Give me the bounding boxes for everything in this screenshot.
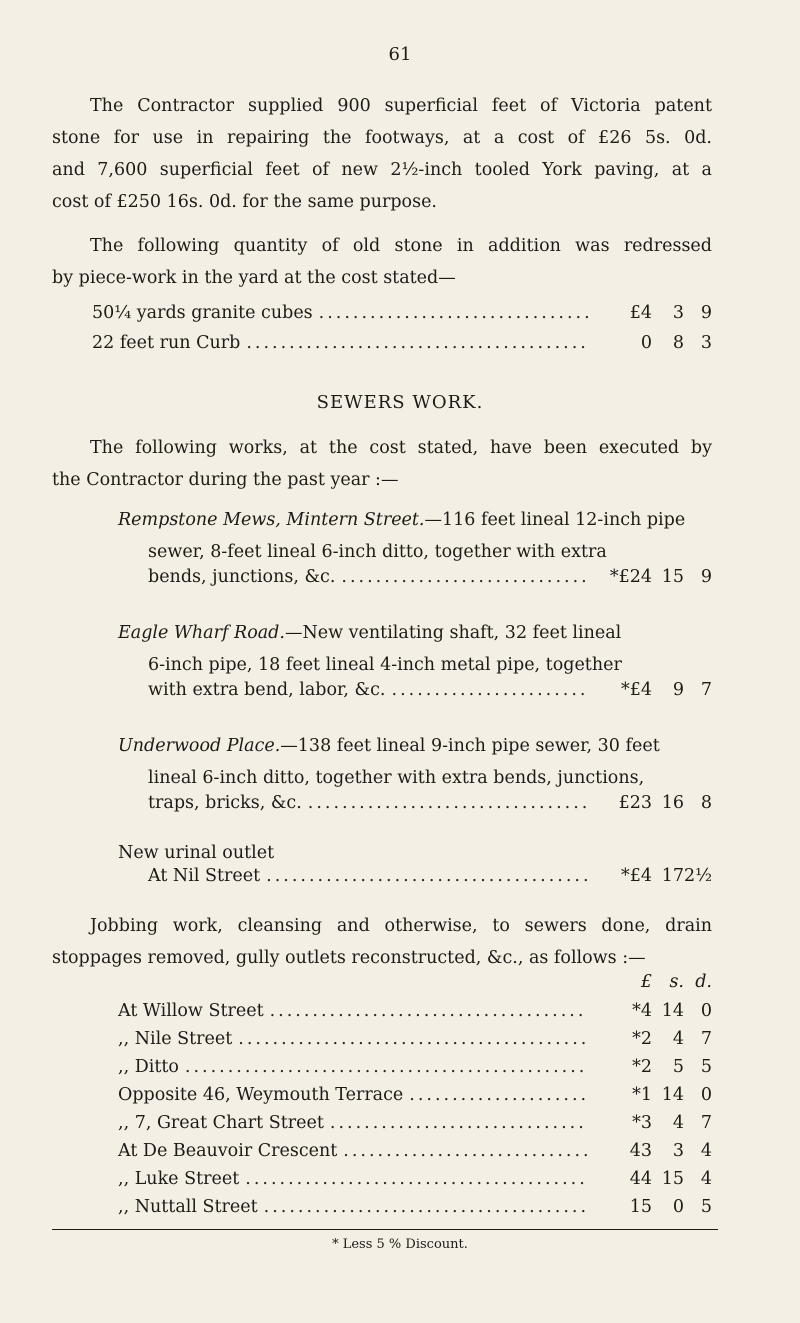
leader-dots — [392, 680, 589, 700]
amount-pounds: £23 — [618, 793, 652, 813]
amount-shillings: 15 — [661, 1169, 684, 1189]
jobbing-item-label: ,, 7, Great Chart Street — [118, 1113, 324, 1133]
amount-pounds: *4 — [632, 1001, 652, 1021]
amount-pence: 2½ — [684, 866, 713, 886]
work-line: sewer, 8-feet lineal 6-inch ditto, together with extra — [148, 542, 607, 562]
amount-shillings: 14 — [661, 1001, 684, 1021]
jobbing-item-amount — [594, 1197, 712, 1217]
amount-shillings: 15 — [661, 567, 684, 587]
amount-shillings: 9 — [672, 680, 684, 700]
work-amount — [594, 793, 712, 813]
work-line: lineal 6-inch ditto, together with extra bends, junctions, — [148, 768, 645, 788]
work-line: bends, junctions, &c. — [148, 567, 336, 587]
jobbing-item-amount — [594, 1029, 712, 1049]
jobbing-item-label: ,, Luke Street — [118, 1169, 240, 1189]
work-item — [118, 504, 712, 568]
leader-dots — [264, 1197, 588, 1217]
amount-pence: 7 — [700, 1029, 712, 1049]
work-first-line — [118, 617, 712, 649]
amount-pence: 5 — [700, 1197, 712, 1217]
amount-pounds: 15 — [629, 1197, 652, 1217]
work-line: 6-inch pipe, 18 feet lineal 4-inch metal pipe, together — [148, 655, 622, 675]
amount-shillings: 0 — [672, 1197, 684, 1217]
jobbing-item-amount — [594, 1169, 712, 1189]
jobbing-item — [118, 1057, 712, 1087]
page-number: 61 — [388, 44, 412, 65]
work-place: Eagle Wharf Road. — [118, 623, 285, 643]
work-line: with extra bend, labor, &c. — [148, 680, 386, 700]
jobbing-item — [118, 1197, 712, 1227]
jobbing-line: Jobbing work, cleansing and otherwise, to sewers done, drain — [90, 916, 712, 936]
leader-dots — [409, 1085, 588, 1105]
amount-pounds: *1 — [632, 1085, 652, 1105]
intro-line: cost of £250 16s. 0d. for the same purpose. — [52, 192, 437, 212]
leader-dots — [270, 1001, 588, 1021]
jobbing-item-label: ,, Ditto — [118, 1057, 179, 1077]
amount-pence: 4 — [700, 1169, 712, 1189]
amount-pounds: *2 — [632, 1029, 652, 1049]
leader-dots — [238, 1029, 588, 1049]
redress-paragraph — [52, 230, 712, 294]
sewers-intro-line: the Contractor during the past year :— — [52, 470, 399, 490]
work-item — [118, 730, 712, 794]
amount-shillings: 4 — [672, 1029, 684, 1049]
jobbing-item-label: ,, Nile Street — [118, 1029, 233, 1049]
jobbing-item — [118, 1029, 712, 1059]
amount-shillings: 3 — [672, 1141, 684, 1161]
sewers-intro-line: The following works, at the cost stated, have been executed by — [90, 438, 712, 458]
urinal-title: New urinal outlet — [118, 843, 275, 863]
intro-line: stone for use in repairing the footways, at a cost of £26 5s. 0d. — [52, 128, 712, 148]
jobbing-item-label: At De Beauvoir Crescent — [118, 1141, 338, 1161]
work-line: traps, bricks, &c. — [148, 793, 302, 813]
leader-dots — [341, 567, 588, 587]
amount-pounds: *£4 — [620, 680, 652, 700]
jobbing-item-amount — [594, 1001, 712, 1021]
jobbing-item — [118, 1141, 712, 1171]
amount-pounds: *2 — [632, 1057, 652, 1077]
stone-item — [92, 303, 712, 333]
jobbing-item-label: ,, Nuttall Street — [118, 1197, 258, 1217]
section-heading: SEWERS WORK. — [316, 392, 484, 413]
amount-shillings: 16 — [661, 793, 684, 813]
footnote: * Less 5 % Discount. — [332, 1237, 468, 1252]
jobbing-paragraph — [52, 910, 712, 974]
amount-pounds: 44 — [629, 1169, 652, 1189]
stone-item-label: 22 feet run Curb — [92, 333, 241, 353]
leader-dots — [319, 303, 588, 323]
leader-dots — [330, 1113, 588, 1133]
amount-pounds: *3 — [632, 1113, 652, 1133]
header-pence: d. — [695, 972, 712, 992]
amount-shillings: 3 — [672, 303, 684, 323]
stone-item — [92, 333, 712, 363]
jobbing-item — [118, 1085, 712, 1115]
leader-dots — [245, 1169, 588, 1189]
leader-dots — [266, 866, 588, 886]
amount-pounds: 0 — [640, 333, 652, 353]
stone-item-label: 50¼ yards granite cubes — [92, 303, 313, 323]
redress-line: The following quantity of old stone in addition was redressed — [90, 236, 712, 256]
amount-shillings: 8 — [672, 333, 684, 353]
work-line: —138 feet lineal 9-inch pipe sewer, 30 feet — [280, 736, 660, 756]
work-first-line — [118, 730, 712, 762]
work-line: —New ventilating shaft, 32 feet lineal — [284, 623, 622, 643]
leader-dots — [308, 793, 588, 813]
jobbing-item-label: Opposite 46, Weymouth Terrace — [118, 1085, 404, 1105]
amount-shillings: 5 — [672, 1057, 684, 1077]
amount-pence: 4 — [700, 1141, 712, 1161]
urinal-amount — [594, 866, 712, 886]
amount-pence: 8 — [700, 793, 712, 813]
work-amount — [594, 567, 712, 587]
work-item-total — [148, 680, 712, 710]
amount-pounds: 43 — [629, 1141, 652, 1161]
work-line: —116 feet lineal 12-inch pipe — [424, 510, 686, 530]
amount-pence: 9 — [700, 303, 712, 323]
amount-pence: 7 — [700, 1113, 712, 1133]
redress-line: by piece-work in the yard at the cost stated— — [52, 268, 456, 288]
stone-item-amount — [594, 303, 712, 323]
stone-item-amount — [594, 333, 712, 353]
jobbing-item-amount — [594, 1085, 712, 1105]
amount-pence: 0 — [700, 1085, 712, 1105]
column-headers — [594, 972, 712, 992]
urinal-label: At Nil Street — [148, 866, 261, 886]
work-item — [118, 617, 712, 681]
amount-pence: 5 — [700, 1057, 712, 1077]
work-first-line — [118, 504, 712, 536]
jobbing-item-amount — [594, 1141, 712, 1161]
amount-pounds: *£4 — [620, 866, 652, 886]
amount-shillings: 4 — [672, 1113, 684, 1133]
jobbing-item — [118, 1113, 712, 1143]
amount-pounds: £4 — [629, 303, 652, 323]
amount-pence: 7 — [700, 680, 712, 700]
leader-dots — [246, 333, 588, 353]
intro-line: and 7,600 superficial feet of new 2½-inch tooled York paving, at a — [52, 160, 712, 180]
header-pounds: £ — [640, 972, 652, 992]
jobbing-line: stoppages removed, gully outlets reconstructed, &c., as follows :— — [52, 948, 646, 968]
jobbing-item — [118, 1001, 712, 1031]
jobbing-item-label: At Willow Street — [118, 1001, 264, 1021]
urinal-item — [148, 866, 712, 896]
intro-paragraph — [52, 90, 712, 218]
amount-shillings: 17 — [661, 866, 684, 886]
work-amount — [594, 680, 712, 700]
jobbing-item — [118, 1169, 712, 1199]
footnote-rule — [52, 1229, 718, 1230]
amount-pence: 0 — [700, 1001, 712, 1021]
jobbing-item-amount — [594, 1113, 712, 1133]
work-place: Underwood Place. — [118, 736, 281, 756]
leader-dots — [343, 1141, 588, 1161]
sewers-intro-paragraph — [52, 432, 712, 496]
intro-line: The Contractor supplied 900 superficial feet of Victoria patent — [90, 96, 712, 116]
work-item-total — [148, 567, 712, 597]
header-shillings: s. — [669, 972, 684, 992]
work-place: Rempstone Mews, Mintern Street. — [118, 510, 425, 530]
amount-pence: 3 — [700, 333, 712, 353]
leader-dots — [185, 1057, 588, 1077]
amount-pounds: *£24 — [609, 567, 652, 587]
amount-shillings: 14 — [661, 1085, 684, 1105]
work-item-total — [148, 793, 712, 823]
jobbing-item-amount — [594, 1057, 712, 1077]
amount-pence: 9 — [700, 567, 712, 587]
